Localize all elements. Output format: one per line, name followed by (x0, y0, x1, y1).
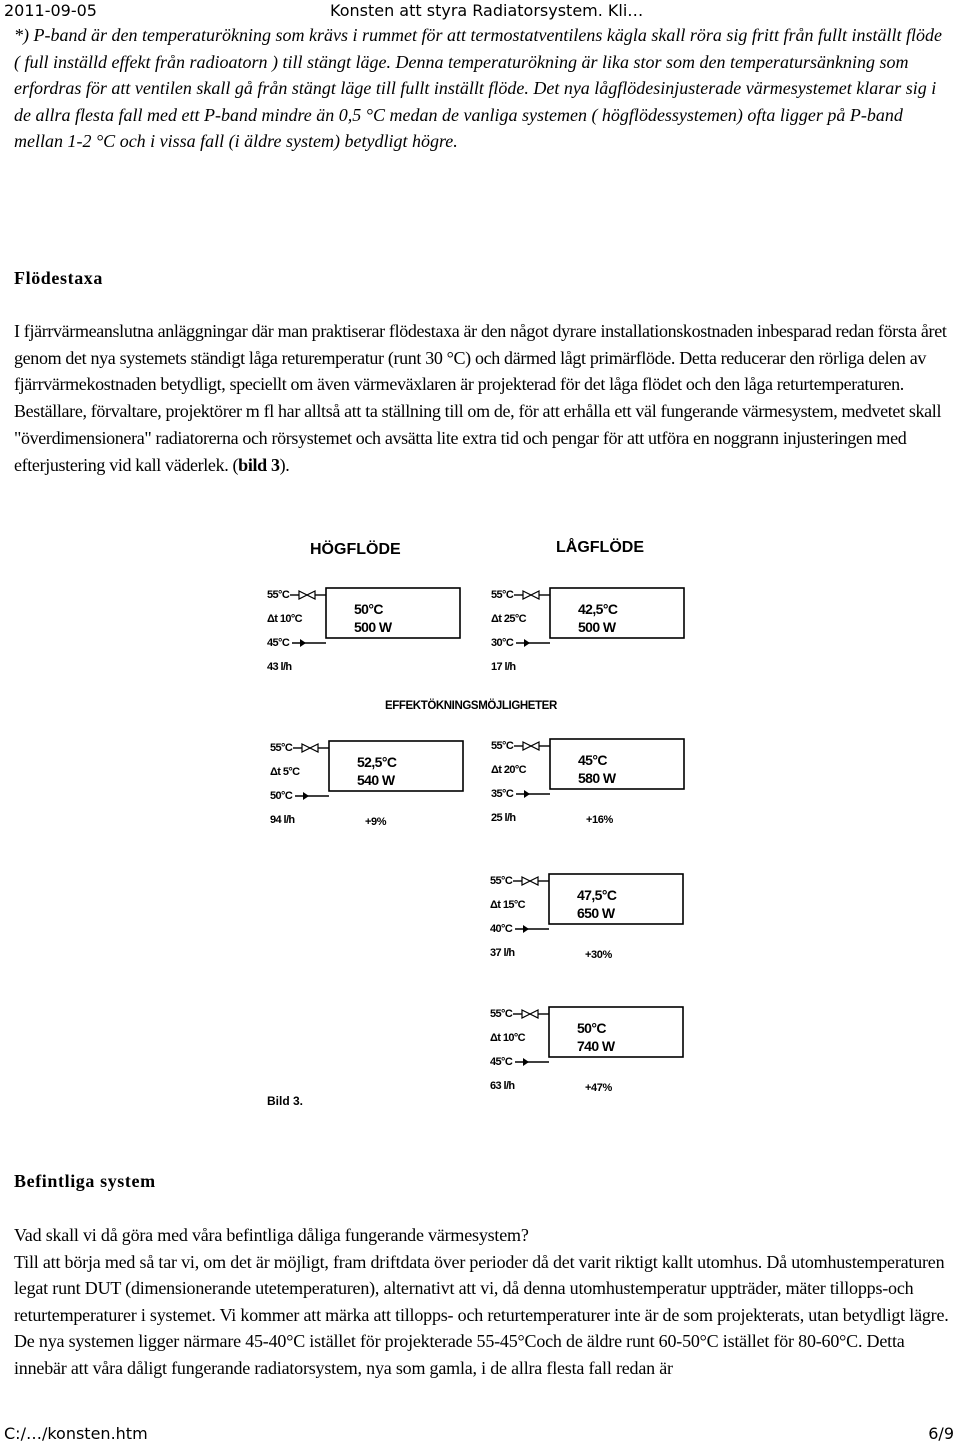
paragraph-line-driftdata: Till att börja med så tar vi, om det är möjligt, fram driftdata över perioder då det varit riktigt kallt utomhus. Då utomhustemperaturen legat runt DUT (dimensionerande utetemperaturen), alternativt att vi, då denna utomhustemperatur uppträder, mäter tillopps-och returtemperaturer i systemet. Vi kommer att märka att tillopps- och returtemperaturer inte är de som projekterats, utan betydligt lägre. (14, 1251, 949, 1325)
radiator-panel (491, 739, 684, 826)
supply-temp: 55°C (490, 1008, 513, 1020)
radiator-temp: 50°C (577, 1020, 606, 1036)
figure-heading-hogflode: HÖGFLÖDE (310, 541, 401, 558)
return-temp: 40°C (490, 923, 513, 935)
arrow-icon (303, 792, 309, 800)
radiator-temp: 45°C (578, 752, 607, 768)
paragraph-text-end: ). (279, 454, 290, 475)
radiator-power: 500 W (354, 619, 392, 635)
arrow-icon (300, 639, 306, 647)
figure-mid-heading: EFFEKTÖKNINGSMÖJLIGHETER (385, 700, 557, 712)
arrow-icon (524, 639, 530, 647)
radiator-temp: 52,5°C (357, 754, 397, 770)
flow-rate: 63 l/h (490, 1080, 515, 1092)
power-gain: +16% (586, 814, 613, 826)
valve-icon (530, 1010, 538, 1018)
radiator-power: 580 W (578, 770, 616, 786)
delta-temp: Δt 10°C (267, 613, 303, 625)
power-gain: +30% (585, 949, 612, 961)
figure-panels (267, 588, 684, 1094)
figure-heading-lagflode: LÅGFLÖDE (556, 539, 644, 556)
section-heading-flodestaxa: Flödestaxa (14, 268, 103, 288)
delta-temp: Δt 25°C (491, 613, 527, 625)
supply-temp: 55°C (491, 589, 514, 601)
arrow-icon (524, 790, 530, 798)
radiator-panel (491, 588, 684, 673)
radiator-temp: 42,5°C (578, 601, 618, 617)
paragraph-line-question: Vad skall vi då göra med våra befintliga dåliga fungerande värmesystem? (14, 1225, 529, 1245)
delta-temp: Δt 20°C (491, 764, 527, 776)
arrow-icon (523, 1058, 529, 1066)
flow-rate: 43 l/h (267, 661, 292, 673)
return-temp: 30°C (491, 637, 514, 649)
radiator-panel (267, 588, 460, 673)
flow-rate: 94 l/h (270, 814, 295, 826)
return-temp: 50°C (270, 790, 293, 802)
power-gain: +9% (365, 816, 387, 828)
footer-page-number: 6/9 (928, 1424, 954, 1443)
radiator-body (549, 1007, 683, 1057)
radiator-body (550, 739, 684, 789)
radiator-panel (270, 741, 463, 828)
delta-temp: Δt 15°C (490, 899, 526, 911)
flow-rate: 17 l/h (491, 661, 516, 673)
intro-italic-paragraph: *) P-band är den temperaturökning som krävs i rummet för att termostatventilens kägla skall röra sig fritt från fullt inställt flöde ( full inställd effekt från radioatorn ) till stängt läge. Denna temperaturökning är lika stor som den temperatursänkning som erfordras för att ventilen skall gå från stängt läge till fullt inställt flöde. Det nya lågflödesinjusterade värmesystemet klarar sig i de allra flesta fall med ett P-band mindre än 0,5 °C medan de vanliga systemen ( högflödessystemen) ofta ligger på P-band mellan 1-2 °C och i vissa fall (i äldre system) betydligt högre. (14, 25, 942, 151)
delta-temp: Δt 5°C (270, 766, 300, 778)
valve-icon (530, 877, 538, 885)
supply-temp: 55°C (491, 740, 514, 752)
radiator-panel (490, 1007, 683, 1094)
figure-reference: bild 3 (238, 454, 280, 475)
return-temp: 45°C (267, 637, 290, 649)
valve-icon (307, 591, 315, 599)
page-header (0, 0, 960, 22)
radiator-temp: 47,5°C (577, 887, 617, 903)
section-paragraph-befintliga (14, 1222, 954, 1381)
radiator-power: 740 W (577, 1038, 615, 1054)
supply-temp: 55°C (267, 589, 290, 601)
radiator-power: 500 W (578, 619, 616, 635)
figure-bild-3 (0, 525, 960, 1125)
delta-temp: Δt 10°C (490, 1032, 526, 1044)
radiator-panel (490, 874, 683, 961)
radiator-body (326, 588, 460, 638)
power-gain: +47% (585, 1082, 612, 1094)
return-temp: 35°C (491, 788, 514, 800)
paragraph-text: I fjärrvärmeanslutna anläggningar där man praktiserar flödestaxa är den något dyrare installationskostnaden inbesparad redan första året genom det nya systemets ständigt låga returemperatur (runt 30 °C) och därmed lågt primärflöde. Detta reducerar den rörliga delen av fjärrvärmekostnaden betydligt, speciellt om även värmeväxlaren är projekterad för det låga flödet och den låga returtemperaturen. Beställare, förvaltare, projektörer m fl har alltså att ta ställning till om de, för att erhålla ett väl fungerande värmesystem, medvetet skall "överdimensionera" radiatorerna och rörsystemet och avsätta lite extra tid och pengar för att utföra en noggrann injusteringen med efterjustering vid kall väderlek. ( (14, 321, 947, 475)
valve-icon (531, 742, 539, 750)
header-date: 2011-09-05 (4, 1, 97, 20)
header-title: Konsten att styra Radiatorsystem. Kli… (330, 1, 644, 20)
figure-caption: Bild 3. (267, 1094, 304, 1108)
flow-rate: 25 l/h (491, 812, 516, 824)
section-paragraph-flodestaxa (14, 318, 954, 478)
section-heading-befintliga: Befintliga system (14, 1171, 156, 1191)
return-temp: 45°C (490, 1056, 513, 1068)
valve-icon (310, 744, 318, 752)
supply-temp: 55°C (270, 742, 293, 754)
paragraph-line-nya-system: De nya systemen ligger närmare 45-40°C istället för projekterade 55-45°Coch de äldre runt 60-50°C istället för 80-60°C. Detta innebär att våra dåligt fungerande radiatorsystem, nya som gamla, i de allra flesta fall redan är (14, 1331, 905, 1378)
page-footer (0, 1424, 960, 1445)
radiator-temp: 50°C (354, 601, 383, 617)
footer-path: C:/…/konsten.htm (4, 1424, 148, 1443)
arrow-icon (523, 925, 529, 933)
valve-icon (531, 591, 539, 599)
radiator-power: 540 W (357, 772, 395, 788)
figure-svg (0, 525, 960, 1125)
radiator-power: 650 W (577, 905, 615, 921)
supply-temp: 55°C (490, 875, 513, 887)
flow-rate: 37 l/h (490, 947, 515, 959)
